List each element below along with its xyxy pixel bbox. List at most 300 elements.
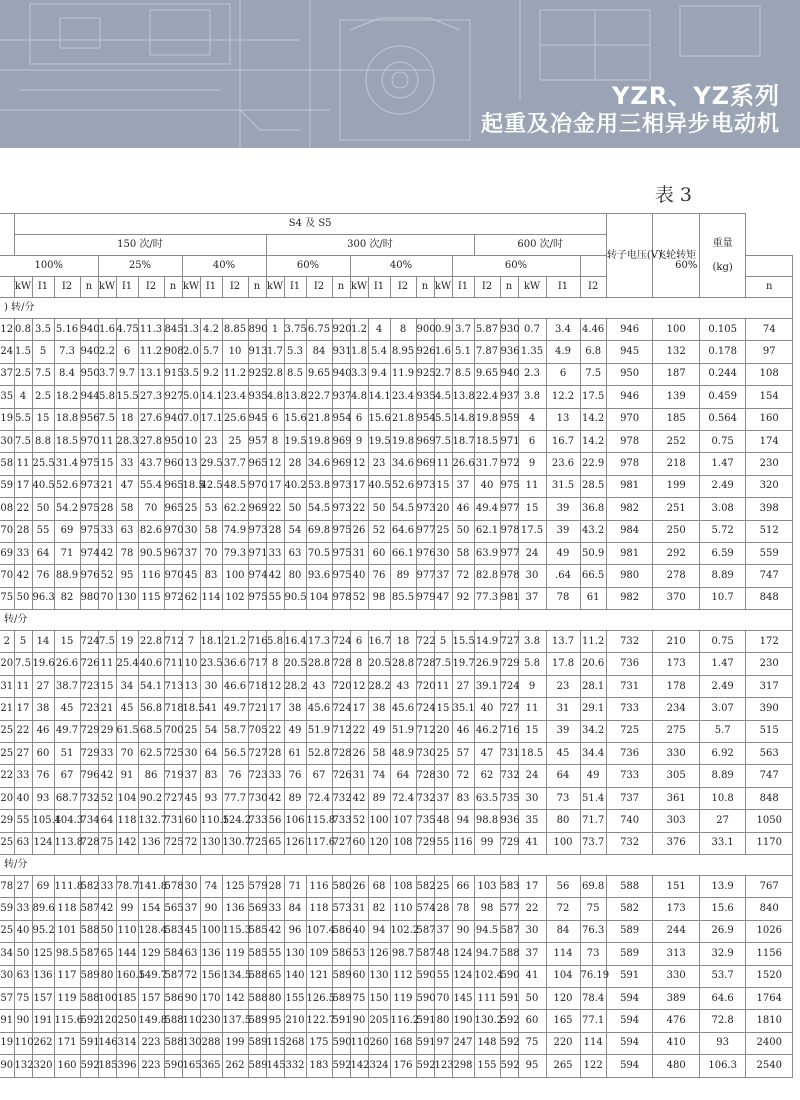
quantity-header-i1: I1 [452,277,474,298]
table-cell: 965 [164,475,182,497]
table-cell: 30 [0,965,14,987]
table-cell: 48.5 [222,475,248,497]
table-cell: 22.4 [474,386,500,408]
table-cell: 70 [434,987,452,1009]
table-cell: 234 [653,698,700,720]
table-cell: 88.9 [54,565,80,587]
table-cell: 96 [284,920,306,942]
table-cell: 18 [116,408,138,430]
table-cell: 935 [248,386,266,408]
table-cell: 727 [500,631,518,653]
table-cell: 27 [452,675,474,697]
table-cell: 46.2 [474,720,500,742]
table-cell: 54.5 [390,498,416,520]
table-cell: 25 [0,743,14,765]
table-cell: 718 [248,675,266,697]
table-cell: 5.8 [518,653,546,675]
table-cell: 49.7 [222,698,248,720]
table-cell: 95 [116,565,138,587]
table-cell: 925 [416,363,434,385]
quantity-header-i1: I1 [200,277,222,298]
table-cell: 60 [518,1010,546,1032]
table-cell: 30 [518,787,546,809]
table-cell: 105.4 [32,810,54,832]
table-cell: 13.9 [699,875,746,897]
table-cell: 71.7 [580,810,606,832]
table-cell: 1.3 [182,319,200,341]
table-cell: 129 [138,943,164,965]
table-cell: 45 [182,565,200,587]
table-cell: 1170 [746,832,793,854]
table-cell: 332 [284,1055,306,1077]
table-cell: 21 [98,475,116,497]
table-cell: 64 [390,765,416,787]
table-cell: 78 [0,875,14,897]
table-cell: 157 [32,987,54,1009]
table-cell: 980 [606,565,653,587]
table-cell: 76 [222,765,248,787]
quantity-header-i2: I2 [306,277,332,298]
table-cell: 185 [653,408,700,430]
table-cell: 728 [332,743,350,765]
table-cell: 981 [606,475,653,497]
table-cell: 28.3 [116,430,138,452]
table-row [0,810,793,832]
table-cell: 25 [434,520,452,542]
table-cell: 16.4 [284,631,306,653]
table-cell: 54.1 [138,675,164,697]
table-cell: 15 [434,698,452,720]
table-cell: 5.5 [14,408,32,430]
table-cell: 515 [746,720,793,742]
table-cell: 76 [32,765,54,787]
table-cell: 6.92 [699,743,746,765]
table-cell: 559 [746,542,793,564]
table-cell: 410 [653,1032,700,1054]
table-cell: 28 [266,520,284,542]
table-cell: 21 [98,698,116,720]
table-cell: 590 [164,1055,182,1077]
table-cell: 50 [14,943,32,965]
table-cell: 50 [518,987,546,1009]
table-cell: 31 [0,675,14,697]
table-cell: 49 [546,542,580,564]
table-cell: 98.8 [474,810,500,832]
table-cell: 728 [80,832,98,854]
table-cell: 12 [266,675,284,697]
table-cell: 130 [200,832,222,854]
table-cell: 31.5 [546,475,580,497]
table-cell: 278 [653,565,700,587]
table-cell: 63.9 [474,542,500,564]
table-cell: 98.7 [390,943,416,965]
table-cell: 27 [14,875,32,897]
table-cell: 17 [266,475,284,497]
table-cell: 57 [0,987,14,1009]
quantity-header-kw: kW [98,277,116,298]
table-cell: 729 [500,832,518,854]
table-cell: 91 [0,1010,14,1032]
table-cell: 84 [284,898,306,920]
table-cell: 732 [416,787,434,809]
table-cell: 80 [98,965,116,987]
table-cell: 589 [80,965,98,987]
table-cell: 3.3 [350,363,368,385]
table-cell: 6.8 [580,341,606,363]
table-cell: 9.65 [306,363,332,385]
quantity-header-i2: I2 [138,277,164,298]
quantity-header-i2: I2 [474,277,500,298]
table-cell: 56.8 [138,698,164,720]
table-cell: 23.6 [546,453,580,475]
table-cell: 973 [80,475,98,497]
table-cell: 122 [580,1055,606,1077]
table-row [0,787,793,809]
table-cell: 62.1 [474,520,500,542]
table-cell: 260 [368,1032,390,1054]
table-cell: 14 [32,631,54,653]
table-cell: 126 [368,943,390,965]
table-cell: 268 [284,1032,306,1054]
table-cell: 251 [653,498,700,520]
table-cell: 168 [390,1032,416,1054]
table-cell: 732 [500,765,518,787]
table-cell: 92 [452,587,474,609]
table-cell: 982 [606,498,653,520]
table-cell: 591 [332,1010,350,1032]
table-cell: 303 [653,810,700,832]
table-cell: 99 [116,898,138,920]
table-cell: 60 [350,965,368,987]
table-cell: 731 [500,743,518,765]
table-cell: 64 [200,743,222,765]
table-cell: 11.2 [580,631,606,653]
table-cell: 56 [546,875,580,897]
table-cell: 116 [452,832,474,854]
table-cell: 8.85 [222,319,248,341]
table-cell: 590 [500,965,518,987]
table-cell: 37 [182,898,200,920]
table-cell: 4.9 [546,341,580,363]
table-cell: 73.7 [580,832,606,854]
table-cell: 55 [14,810,32,832]
table-cell: 46 [32,720,54,742]
table-cell: 937 [332,386,350,408]
quantity-header-i1: I1 [116,277,138,298]
table-cell: 6 [350,631,368,653]
table-cell: 13.8 [284,386,306,408]
table-cell: 15.6 [368,408,390,430]
table-cell: 970 [164,520,182,542]
table-cell: 149.7 [138,965,164,987]
table-cell: 42 [98,898,116,920]
table-cell: 4.8 [266,386,284,408]
table-cell: 94.5 [474,920,500,942]
header-row-1 [0,214,793,235]
table-cell: 24 [518,765,546,787]
table-cell: 173 [653,653,700,675]
table-cell: 210 [284,1010,306,1032]
table-cell: 30 [182,520,200,542]
table-cell: 0.9 [434,319,452,341]
table-cell: 124 [452,943,474,965]
table-cell: 58 [368,743,390,765]
table-cell: 29.1 [580,698,606,720]
table-cell: 19.5 [368,430,390,452]
table-cell: 74 [200,875,222,897]
table-cell: 13 [182,453,200,475]
table-cell: 984 [606,520,653,542]
table-cell: 70 [116,743,138,765]
table-cell: 3.8 [518,386,546,408]
table-cell: 21.8 [306,408,332,430]
table-cell: 0.244 [699,363,746,385]
table-row [0,408,793,430]
table-cell: 4 [14,386,32,408]
table-cell: 130.7 [222,832,248,854]
table-cell: 60 [182,810,200,832]
table-cell: 115.6 [54,1010,80,1032]
table-cell: 120 [98,1010,116,1032]
table-cell: 11 [434,453,452,475]
table-cell: 590 [416,965,434,987]
table-cell: 63 [14,832,32,854]
spec-table-wrapper [0,213,800,1078]
table-cell: 7.0 [182,408,200,430]
table-cell: 30 [518,565,546,587]
table-row [0,386,793,408]
table-cell: 75 [350,987,368,1009]
table-cell: 70 [0,565,14,587]
table-cell: 16.7 [546,430,580,452]
table-cell: 33 [98,743,116,765]
table-cell: 86 [138,765,164,787]
table-cell: 25 [182,498,200,520]
table-cell: 594 [606,1055,653,1077]
table-cell: 130 [182,1032,200,1054]
table-cell: 8.4 [54,363,80,385]
table-cell: 589 [248,1055,266,1077]
table-row [0,698,793,720]
table-cell: 64.6 [390,520,416,542]
table-cell: 37 [434,787,452,809]
table-cell: 25.4 [116,653,138,675]
table-cell: 52.8 [306,743,332,765]
table-cell: 119 [54,987,80,1009]
table-cell: 57 [452,743,474,765]
table-cell: 973 [416,475,434,497]
table-cell: 8 [350,653,368,675]
table-cell: 589 [332,987,350,1009]
table-cell: 142 [350,1055,368,1077]
table-cell: 592 [500,1055,518,1077]
table-cell: 61.5 [116,720,138,742]
table-cell: 30 [434,542,452,564]
table-cell: 2.5 [32,386,54,408]
table-cell: 724 [500,675,518,697]
table-cell: 223 [138,1055,164,1077]
table-cell: 292 [653,542,700,564]
motor-spec-table [0,213,793,1078]
table-row [0,498,793,520]
table-cell: 946 [606,319,653,341]
table-cell: 18 [390,631,416,653]
table-cell: 66.1 [390,542,416,564]
table-cell: 3.5 [32,319,54,341]
table-cell: 51.9 [390,720,416,742]
table-cell: 5.0 [182,386,200,408]
table-cell: 136 [200,943,222,965]
table-cell: 19.6 [32,653,54,675]
table-cell: 14.8 [452,408,474,430]
table-cell: 64.6 [699,987,746,1009]
table-cell: 11 [98,653,116,675]
table-cell: 2.3 [518,363,546,385]
table-cell: 975 [248,587,266,609]
table-cell: 3.08 [699,498,746,520]
table-cell: 46.6 [222,675,248,697]
table-cell: 49.7 [54,720,80,742]
table-cell: 42 [98,765,116,787]
table-cell: 45.6 [390,698,416,720]
section-row [0,854,793,875]
table-cell: 22.7 [306,386,332,408]
table-cell: 30 [518,920,546,942]
table-cell: 22.8 [138,631,164,653]
table-cell: 6 [518,430,546,452]
table-cell: 6.59 [699,542,746,564]
table-cell: 946 [606,386,653,408]
table-cell: 55 [266,587,284,609]
table-cell: 73 [580,943,606,965]
table-body [0,298,793,1078]
table-cell: 589 [606,920,653,942]
table-cell: 80 [284,565,306,587]
table-cell: 76 [368,565,390,587]
table-cell: 582 [606,898,653,920]
table-cell: 940 [332,363,350,385]
table-cell: 132.7 [138,810,164,832]
table-cell: 52.6 [390,475,416,497]
table-cell: 68.7 [54,787,80,809]
table-cell: 727 [500,698,518,720]
table-cell: 588 [164,1010,182,1032]
table-cell: 713 [164,675,182,697]
table-cell: 33 [14,765,32,787]
table-cell: 592 [80,1010,98,1032]
table-cell: 733 [606,698,653,720]
table-cell: 100 [653,319,700,341]
table-cell: 2.0 [182,341,200,363]
table-cell: 43.2 [580,520,606,542]
table-cell: 5.8 [266,631,284,653]
table-cell: 165 [546,1010,580,1032]
table-cell: 11.2 [138,341,164,363]
table-cell: 23 [546,675,580,697]
table-cell: 19.8 [474,408,500,430]
table-cell: 28.1 [580,675,606,697]
table-cell: 41 [518,832,546,854]
table-cell: 2.49 [699,475,746,497]
table-cell: 14.1 [200,386,222,408]
table-row [0,875,793,897]
section-label: 转/分 [0,610,793,631]
freq-300-header: 300 次/时 [266,235,474,256]
table-cell: 31.7 [474,453,500,475]
table-cell: 19.8 [390,430,416,452]
table-cell: 324 [368,1055,390,1077]
table-cell: 969 [332,430,350,452]
table-cell: 112 [390,965,416,987]
table-cell: 2 [0,631,14,653]
table-cell: 18.2 [54,386,80,408]
table-cell: 925 [248,363,266,385]
freq-600-header: 600 次/时 [474,235,606,256]
table-row [0,898,793,920]
table-cell: 1810 [746,1010,793,1032]
table-cell: 56.5 [222,743,248,765]
table-cell: 79.3 [222,542,248,564]
table-cell: 723 [80,698,98,720]
table-cell: 66 [452,875,474,897]
table-cell: 54.2 [54,498,80,520]
table-cell: 957 [248,430,266,452]
table-cell: 26 [350,743,368,765]
table-cell: 20 [0,653,14,675]
table-cell: 967 [164,542,182,564]
table-cell: 90 [14,1010,32,1032]
table-cell: 55 [434,965,452,987]
table-cell: 55.4 [138,475,164,497]
table-cell: 8.95 [390,341,416,363]
table-cell: 110 [116,920,138,942]
table-cell: 24 [0,341,14,363]
table-cell: 52 [350,587,368,609]
table-row [0,653,793,675]
table-cell: 9.2 [200,363,222,385]
table-cell: 7 [182,631,200,653]
table-cell: 724 [332,698,350,720]
quantity-header-n: n [416,277,434,298]
table-cell: 30 [182,743,200,765]
table-cell: 63 [14,965,32,987]
table-cell: 37 [182,542,200,564]
table-cell: 42 [266,920,284,942]
table-cell: 71 [54,542,80,564]
table-cell: 72 [182,965,200,987]
table-cell: 27 [32,675,54,697]
table-cell: 587 [80,898,98,920]
table-cell: 76.19 [580,965,606,987]
table-cell: 969 [332,453,350,475]
table-cell: 69 [54,520,80,542]
table-cell: 913 [248,341,266,363]
table-cell: 594 [606,1010,653,1032]
duty-600-60-header: 60% [580,256,793,277]
table-cell: 330 [653,743,700,765]
table-cell: 132 [14,1055,32,1077]
table-cell: 971 [248,542,266,564]
table-cell: 66.5 [580,565,606,587]
table-cell: 4.75 [116,319,138,341]
table-cell: 1.47 [699,453,746,475]
table-cell: 11 [434,675,452,697]
table-cell: 37 [518,943,546,965]
table-cell: 973 [332,498,350,520]
quantity-header-n: n [80,277,98,298]
table-cell: 40.2 [284,475,306,497]
table-cell: 252 [653,430,700,452]
